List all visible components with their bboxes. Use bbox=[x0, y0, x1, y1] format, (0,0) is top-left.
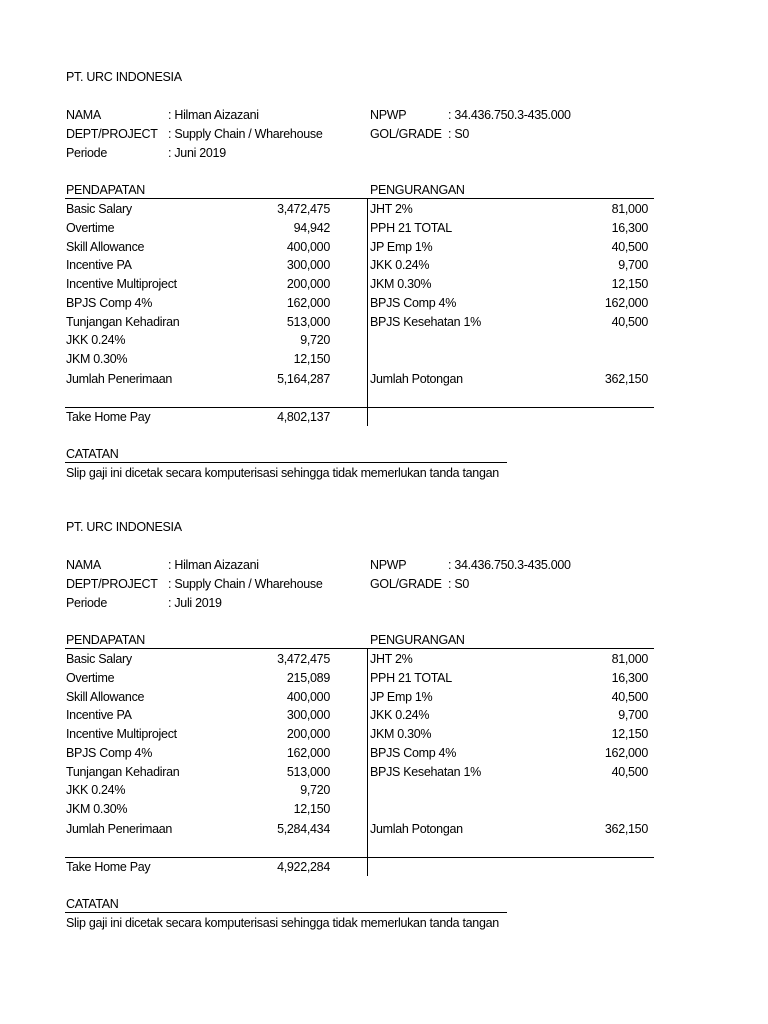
info-label: GOL/GRADE bbox=[370, 127, 442, 141]
info-value: : Juni 2019 bbox=[168, 146, 226, 160]
deduction-row-label: JKK 0.24% bbox=[370, 708, 430, 723]
info-value: : Hilman Aizazani bbox=[168, 558, 259, 572]
deduction-header: PENGURANGAN bbox=[370, 633, 465, 647]
income-row-label: Incentive Multiproject bbox=[66, 727, 177, 741]
info-label: NPWP bbox=[370, 558, 407, 572]
deduction-row-value: 12,150 bbox=[611, 277, 648, 291]
info-label: DEPT/PROJECT bbox=[66, 577, 158, 591]
income-row-label: BPJS Comp 4% bbox=[66, 295, 153, 310]
info-value: : S0 bbox=[448, 127, 470, 141]
income-row-value: 94,942 bbox=[293, 220, 330, 235]
deduction-row-label: PPH 21 TOTAL bbox=[370, 670, 452, 685]
info-value: : 34.436.750.3-435.000 bbox=[448, 108, 571, 122]
income-row-value: 9,720 bbox=[300, 783, 330, 798]
deduction-row-value: 9,700 bbox=[618, 708, 648, 723]
info-label: DEPT/PROJECT bbox=[66, 127, 158, 141]
deduction-row-value: 9,700 bbox=[618, 258, 648, 273]
info-label: NAMA bbox=[66, 108, 101, 122]
take-home-pay-value: 4,802,137 bbox=[277, 410, 330, 424]
income-row-label: JKM 0.30% bbox=[66, 802, 128, 816]
total-income-label: Jumlah Penerimaan bbox=[66, 821, 173, 836]
income-row-label: Tunjangan Kehadiran bbox=[66, 314, 180, 329]
info-label: Periode bbox=[66, 146, 107, 160]
income-row-label: Incentive PA bbox=[66, 708, 132, 723]
deduction-row-label: JP Emp 1% bbox=[370, 239, 433, 254]
income-row-label: Incentive PA bbox=[66, 258, 132, 273]
deduction-row-value: 81,000 bbox=[611, 202, 648, 216]
info-label: GOL/GRADE bbox=[370, 577, 442, 591]
deduction-row-value: 16,300 bbox=[611, 670, 648, 685]
income-row-value: 162,000 bbox=[286, 295, 330, 310]
income-row-label: Skill Allowance bbox=[66, 239, 145, 254]
totals-rule bbox=[65, 857, 654, 858]
deduction-row-value: 40,500 bbox=[611, 314, 648, 329]
income-row-label: Overtime bbox=[66, 670, 115, 685]
deduction-row-label: BPJS Kesehatan 1% bbox=[370, 314, 481, 329]
income-row-value: 513,000 bbox=[286, 314, 330, 329]
income-header: PENDAPATAN bbox=[66, 633, 145, 647]
income-row-value: 3,472,475 bbox=[277, 202, 330, 216]
column-divider bbox=[367, 648, 368, 876]
income-row-value: 400,000 bbox=[286, 239, 330, 254]
notes-header: CATATAN bbox=[66, 897, 119, 911]
income-row-label: JKK 0.24% bbox=[66, 333, 126, 348]
total-deduction-label: Jumlah Potongan bbox=[370, 821, 463, 836]
deduction-row-label: JHT 2% bbox=[370, 202, 413, 216]
payslip-1 bbox=[0, 70, 768, 510]
income-row-label: Basic Salary bbox=[66, 202, 132, 216]
income-row-label: Basic Salary bbox=[66, 652, 132, 666]
income-row-value: 513,000 bbox=[286, 764, 330, 779]
notes-text: Slip gaji ini dicetak secara komputerisasi sehingga tidak memerlukan tanda tangan bbox=[66, 466, 499, 480]
income-row-value: 9,720 bbox=[300, 333, 330, 348]
notes-underline bbox=[65, 462, 507, 463]
notes-text: Slip gaji ini dicetak secara komputerisasi sehingga tidak memerlukan tanda tangan bbox=[66, 916, 499, 930]
deduction-row-label: JKM 0.30% bbox=[370, 277, 432, 291]
info-value: : 34.436.750.3-435.000 bbox=[448, 558, 571, 572]
deduction-row-label: JP Emp 1% bbox=[370, 689, 433, 704]
income-row-label: Skill Allowance bbox=[66, 689, 145, 704]
income-row-label: JKM 0.30% bbox=[66, 352, 128, 366]
info-value: : Supply Chain / Wharehouse bbox=[168, 577, 323, 591]
deduction-row-value: 40,500 bbox=[611, 764, 648, 779]
income-row-label: Overtime bbox=[66, 220, 115, 235]
info-value: : Hilman Aizazani bbox=[168, 108, 259, 122]
income-row-value: 215,089 bbox=[286, 670, 330, 685]
deduction-row-label: JKK 0.24% bbox=[370, 258, 430, 273]
deduction-row-value: 81,000 bbox=[611, 652, 648, 666]
header-underline bbox=[65, 198, 654, 199]
info-value: : S0 bbox=[448, 577, 470, 591]
deduction-row-value: 40,500 bbox=[611, 689, 648, 704]
company-name: PT. URC INDONESIA bbox=[66, 520, 182, 534]
total-income-value: 5,284,434 bbox=[277, 821, 330, 836]
deduction-row-label: JKM 0.30% bbox=[370, 727, 432, 741]
total-income-value: 5,164,287 bbox=[277, 371, 330, 386]
totals-rule bbox=[65, 407, 654, 408]
info-label: NPWP bbox=[370, 108, 407, 122]
deduction-row-value: 16,300 bbox=[611, 220, 648, 235]
income-row-label: BPJS Comp 4% bbox=[66, 745, 153, 760]
deduction-row-value: 162,000 bbox=[604, 745, 648, 760]
deduction-header: PENGURANGAN bbox=[370, 183, 465, 197]
income-header: PENDAPATAN bbox=[66, 183, 145, 197]
income-row-value: 12,150 bbox=[293, 352, 330, 366]
income-row-value: 300,000 bbox=[286, 708, 330, 723]
notes-underline bbox=[65, 912, 507, 913]
income-row-value: 200,000 bbox=[286, 277, 330, 291]
take-home-pay-label: Take Home Pay bbox=[66, 410, 151, 424]
deduction-row-label: BPJS Kesehatan 1% bbox=[370, 764, 481, 779]
total-deduction-value: 362,150 bbox=[604, 821, 648, 836]
deduction-row-label: BPJS Comp 4% bbox=[370, 745, 457, 760]
deduction-row-value: 12,150 bbox=[611, 727, 648, 741]
income-row-value: 400,000 bbox=[286, 689, 330, 704]
info-value: : Juli 2019 bbox=[168, 596, 222, 610]
total-deduction-value: 362,150 bbox=[604, 371, 648, 386]
income-row-label: Incentive Multiproject bbox=[66, 277, 177, 291]
income-row-value: 3,472,475 bbox=[277, 652, 330, 666]
income-row-value: 200,000 bbox=[286, 727, 330, 741]
income-row-label: JKK 0.24% bbox=[66, 783, 126, 798]
take-home-pay-value: 4,922,284 bbox=[277, 860, 330, 874]
deduction-row-label: JHT 2% bbox=[370, 652, 413, 666]
deduction-row-value: 162,000 bbox=[604, 295, 648, 310]
total-income-label: Jumlah Penerimaan bbox=[66, 371, 173, 386]
income-row-label: Tunjangan Kehadiran bbox=[66, 764, 180, 779]
total-deduction-label: Jumlah Potongan bbox=[370, 371, 463, 386]
column-divider bbox=[367, 198, 368, 426]
info-label: Periode bbox=[66, 596, 107, 610]
take-home-pay-label: Take Home Pay bbox=[66, 860, 151, 874]
company-name: PT. URC INDONESIA bbox=[66, 70, 182, 84]
deduction-row-label: PPH 21 TOTAL bbox=[370, 220, 452, 235]
notes-header: CATATAN bbox=[66, 447, 119, 461]
deduction-row-value: 40,500 bbox=[611, 239, 648, 254]
info-label: NAMA bbox=[66, 558, 101, 572]
income-row-value: 12,150 bbox=[293, 802, 330, 816]
income-row-value: 162,000 bbox=[286, 745, 330, 760]
income-row-value: 300,000 bbox=[286, 258, 330, 273]
deduction-row-label: BPJS Comp 4% bbox=[370, 295, 457, 310]
payslip-2 bbox=[0, 520, 768, 960]
header-underline bbox=[65, 648, 654, 649]
info-value: : Supply Chain / Wharehouse bbox=[168, 127, 323, 141]
